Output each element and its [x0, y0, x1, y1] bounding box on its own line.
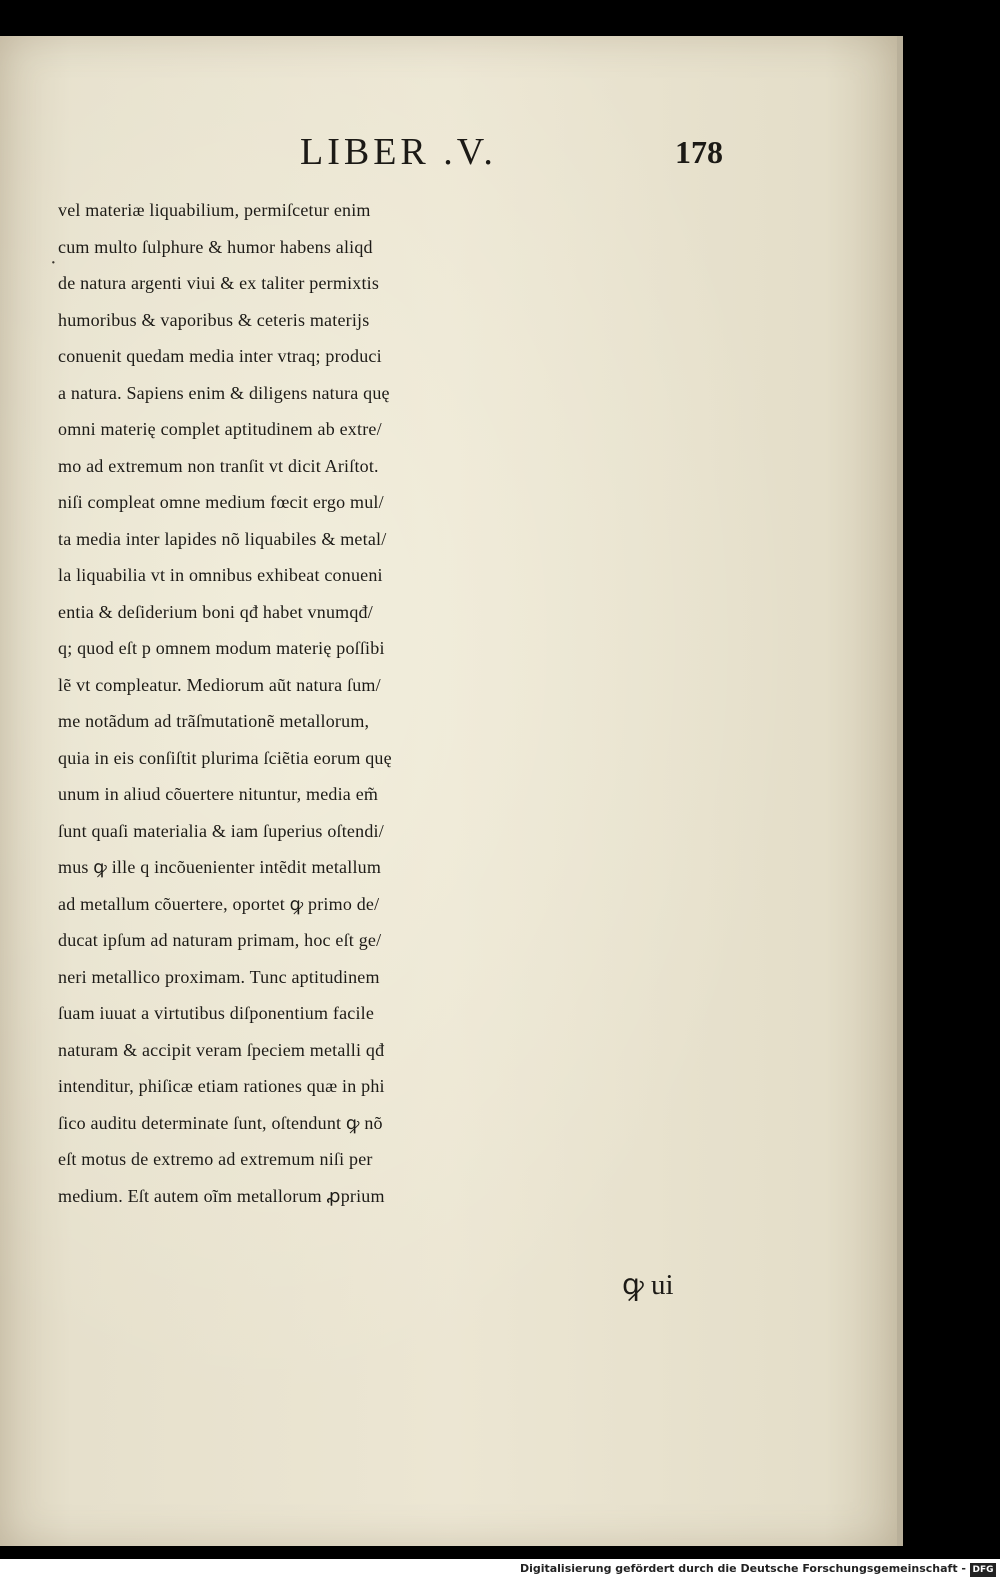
- text-line: ſunt quaſi materialia & iam ſuperius oſtendi/: [58, 820, 384, 841]
- text-line: de natura argenti viui & ex taliter permixtis: [58, 273, 380, 293]
- text-line: la liquabilia vt in omnibus exhibeat conueni: [58, 565, 383, 585]
- text-line: mo ad extremum non tranſit vt dicit Ariſtot.: [58, 455, 379, 476]
- text-line: medium. Eſt autem oĩm metallorum ꝓprium: [58, 1185, 385, 1206]
- catchword: ꝙ ui: [622, 1269, 674, 1301]
- text-line: ſuam iuuat a virtutibus diſponentium facile: [58, 1003, 375, 1023]
- text-line: ſico auditu determinate ſunt, oſtendunt ꝙ nõ: [58, 1112, 383, 1133]
- text-line: ta media inter lapides nõ liquabiles & metal/: [58, 528, 387, 549]
- text-line: humoribus & vaporibus & ceteris materijs: [58, 309, 370, 330]
- text-line: intenditur, phiſicæ etiam rationes quæ in phi: [58, 1076, 385, 1096]
- text-line: entia & deſiderium boni qđ habet vnumqđ/: [58, 601, 373, 622]
- text-line: omni materię complet aptitudinem ab extre/: [58, 419, 382, 439]
- running-head: [0, 130, 897, 180]
- page-edge: [897, 36, 903, 1546]
- text-block: [58, 192, 738, 1214]
- text-line: unum in aliud cõuertere nituntur, media em̃: [58, 784, 379, 804]
- text-line: naturam & accipit veram ſpeciem metalli qđ: [58, 1039, 385, 1060]
- text-line: cum multo ſulphure & humor habens aliqd: [58, 236, 373, 257]
- text-line: neri metallico proximam. Tunc aptitudinem: [58, 966, 380, 987]
- text-line: vel materiæ liquabilium, permiſcetur enim: [58, 200, 371, 220]
- text-line: lẽ vt compleatur. Mediorum aũt natura ſum/: [58, 674, 381, 695]
- text-line: ducat ipſum ad naturam primam, hoc eſt ge/: [58, 930, 382, 950]
- margin-mark: ·: [50, 252, 57, 274]
- footer-bar: [0, 1559, 1000, 1583]
- folio-number: 178: [675, 134, 723, 170]
- digitization-credit: Digitalisierung gefördert durch die Deutsche Forschungsgemeinschaft -: [519, 1562, 966, 1575]
- running-title: LIBER .V.: [300, 131, 497, 173]
- text-line: niſi compleat omne medium fœcit ergo mul/: [58, 492, 384, 512]
- text-line: conuenit quedam media inter vtraq; produci: [58, 346, 382, 366]
- text-line: ad metallum cõuertere, oportet ꝙ primo de/: [58, 893, 380, 914]
- text-line: mus ꝙ ille q incõuenienter intẽdit metallum: [58, 857, 382, 877]
- text-line: q; quod eſt p omnem modum materię poſſibi: [58, 638, 385, 658]
- text-line: a natura. Sapiens enim & diligens natura quę: [58, 382, 390, 403]
- text-line: quia in eis conſiſtit plurima ſciẽtia eorum quę: [58, 747, 392, 768]
- book-page: [0, 36, 897, 1546]
- text-line: eſt motus de extremo ad extremum niſi per: [58, 1149, 373, 1169]
- dfg-logo: DFG: [970, 1563, 996, 1577]
- text-line: me notãdum ad trãſmutationẽ metallorum,: [58, 711, 370, 731]
